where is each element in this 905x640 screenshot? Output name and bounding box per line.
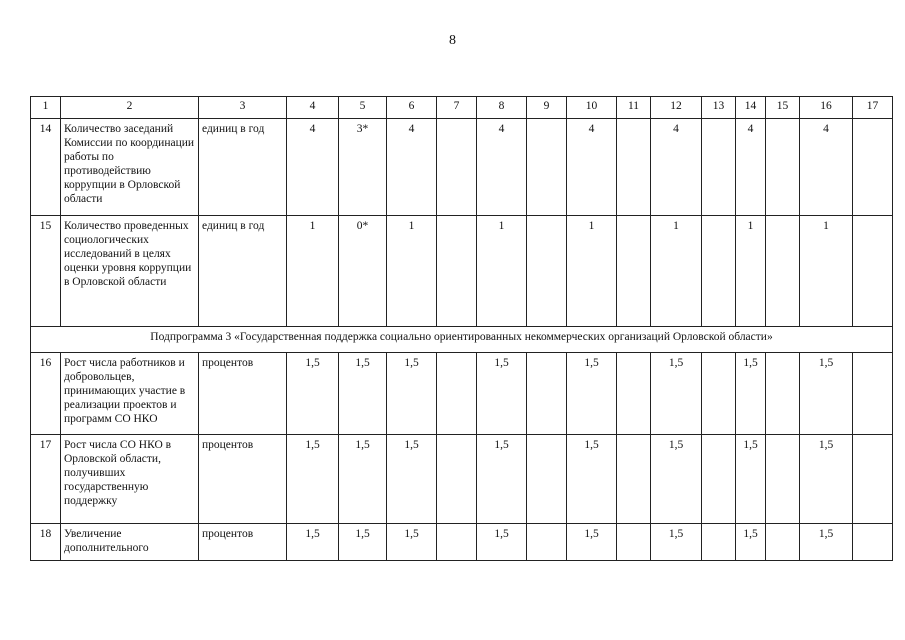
- value-cell: 1,5: [339, 435, 387, 524]
- indicator-name: Увеличение дополнительного: [61, 524, 199, 561]
- value-cell: [527, 353, 567, 435]
- value-cell: [437, 216, 477, 327]
- header-cell: 10: [567, 97, 617, 119]
- value-cell: 1: [567, 216, 617, 327]
- unit-cell: единиц в год: [199, 216, 287, 327]
- value-cell: [766, 524, 800, 561]
- value-cell: 1: [800, 216, 853, 327]
- value-cell: 1,5: [477, 353, 527, 435]
- value-cell: 1,5: [567, 524, 617, 561]
- table-row: [31, 435, 893, 524]
- value-cell: [766, 216, 800, 327]
- value-cell: 4: [567, 119, 617, 216]
- row-number: 15: [31, 216, 61, 327]
- indicator-name: Рост числа работников и добровольцев, принимающих участие в реализации проектов и программ СО НКО: [61, 353, 199, 435]
- value-cell: 1,5: [477, 524, 527, 561]
- header-cell: 11: [617, 97, 651, 119]
- value-cell: 1,5: [736, 524, 766, 561]
- value-cell: [617, 119, 651, 216]
- header-cell: 8: [477, 97, 527, 119]
- header-cell: 15: [766, 97, 800, 119]
- header-cell: 4: [287, 97, 339, 119]
- value-cell: 0*: [339, 216, 387, 327]
- value-cell: 1,5: [287, 435, 339, 524]
- value-cell: [702, 435, 736, 524]
- value-cell: [702, 216, 736, 327]
- row-number: 17: [31, 435, 61, 524]
- table-row: [31, 119, 893, 216]
- row-number: 14: [31, 119, 61, 216]
- value-cell: [617, 216, 651, 327]
- value-cell: 1,5: [287, 353, 339, 435]
- value-cell: 1,5: [567, 353, 617, 435]
- value-cell: 1,5: [287, 524, 339, 561]
- value-cell: 1: [736, 216, 766, 327]
- value-cell: [527, 216, 567, 327]
- header-cell: 5: [339, 97, 387, 119]
- subprogram-row: [31, 327, 893, 353]
- value-cell: 1,5: [800, 353, 853, 435]
- unit-cell: единиц в год: [199, 119, 287, 216]
- value-cell: [617, 435, 651, 524]
- header-cell: 9: [527, 97, 567, 119]
- header-cell: 3: [199, 97, 287, 119]
- value-cell: 1,5: [800, 524, 853, 561]
- unit-cell: процентов: [199, 353, 287, 435]
- value-cell: [702, 119, 736, 216]
- page-number: 8: [449, 33, 456, 48]
- value-cell: [766, 119, 800, 216]
- table-row: [31, 524, 893, 561]
- header-cell: 12: [651, 97, 702, 119]
- unit-cell: процентов: [199, 524, 287, 561]
- value-cell: [437, 353, 477, 435]
- value-cell: 1: [477, 216, 527, 327]
- header-cell: 16: [800, 97, 853, 119]
- value-cell: [702, 353, 736, 435]
- value-cell: 1,5: [651, 353, 702, 435]
- value-cell: [437, 435, 477, 524]
- subprogram-title: Подпрограмма 3 «Государственная поддержка социально ориентированных некоммерческих организаций Орловской области»: [31, 327, 893, 353]
- row-number: 18: [31, 524, 61, 561]
- value-cell: [853, 353, 893, 435]
- value-cell: [527, 435, 567, 524]
- value-cell: 1,5: [736, 435, 766, 524]
- header-cell: 14: [736, 97, 766, 119]
- value-cell: [527, 524, 567, 561]
- value-cell: [766, 435, 800, 524]
- indicator-name: Рост числа СО НКО в Орловской области, получивших государственную поддержку: [61, 435, 199, 524]
- header-cell: 13: [702, 97, 736, 119]
- value-cell: 1,5: [339, 353, 387, 435]
- value-cell: 4: [387, 119, 437, 216]
- header-cell: 6: [387, 97, 437, 119]
- value-cell: 3*: [339, 119, 387, 216]
- value-cell: 4: [800, 119, 853, 216]
- value-cell: 1,5: [339, 524, 387, 561]
- header-cell: 1: [31, 97, 61, 119]
- value-cell: 4: [736, 119, 766, 216]
- value-cell: [702, 524, 736, 561]
- header-cell: 2: [61, 97, 199, 119]
- value-cell: [527, 119, 567, 216]
- row-number: 16: [31, 353, 61, 435]
- table-row: [31, 216, 893, 327]
- unit-cell: процентов: [199, 435, 287, 524]
- value-cell: 1,5: [800, 435, 853, 524]
- value-cell: 1,5: [387, 435, 437, 524]
- value-cell: 1,5: [387, 353, 437, 435]
- value-cell: [437, 524, 477, 561]
- value-cell: 1,5: [387, 524, 437, 561]
- value-cell: [853, 119, 893, 216]
- header-row: [31, 97, 893, 119]
- table-row: [31, 353, 893, 435]
- value-cell: [853, 435, 893, 524]
- header-cell: 17: [853, 97, 893, 119]
- value-cell: [437, 119, 477, 216]
- indicator-name: Количество проведенных социологических исследований в целях оценки уровня коррупции в Орловской области: [61, 216, 199, 327]
- value-cell: [617, 524, 651, 561]
- value-cell: [766, 353, 800, 435]
- value-cell: 1,5: [651, 435, 702, 524]
- value-cell: 4: [651, 119, 702, 216]
- header-cell: 7: [437, 97, 477, 119]
- value-cell: 1,5: [651, 524, 702, 561]
- value-cell: 1: [651, 216, 702, 327]
- value-cell: 1,5: [567, 435, 617, 524]
- value-cell: 4: [287, 119, 339, 216]
- value-cell: [853, 524, 893, 561]
- value-cell: 1: [287, 216, 339, 327]
- indicator-name: Количество заседаний Комиссии по координации работы по противодействию коррупции в Орловской области: [61, 119, 199, 216]
- value-cell: 1,5: [736, 353, 766, 435]
- indicators-table: [30, 96, 893, 561]
- value-cell: [617, 353, 651, 435]
- value-cell: [853, 216, 893, 327]
- value-cell: 1: [387, 216, 437, 327]
- value-cell: 1,5: [477, 435, 527, 524]
- value-cell: 4: [477, 119, 527, 216]
